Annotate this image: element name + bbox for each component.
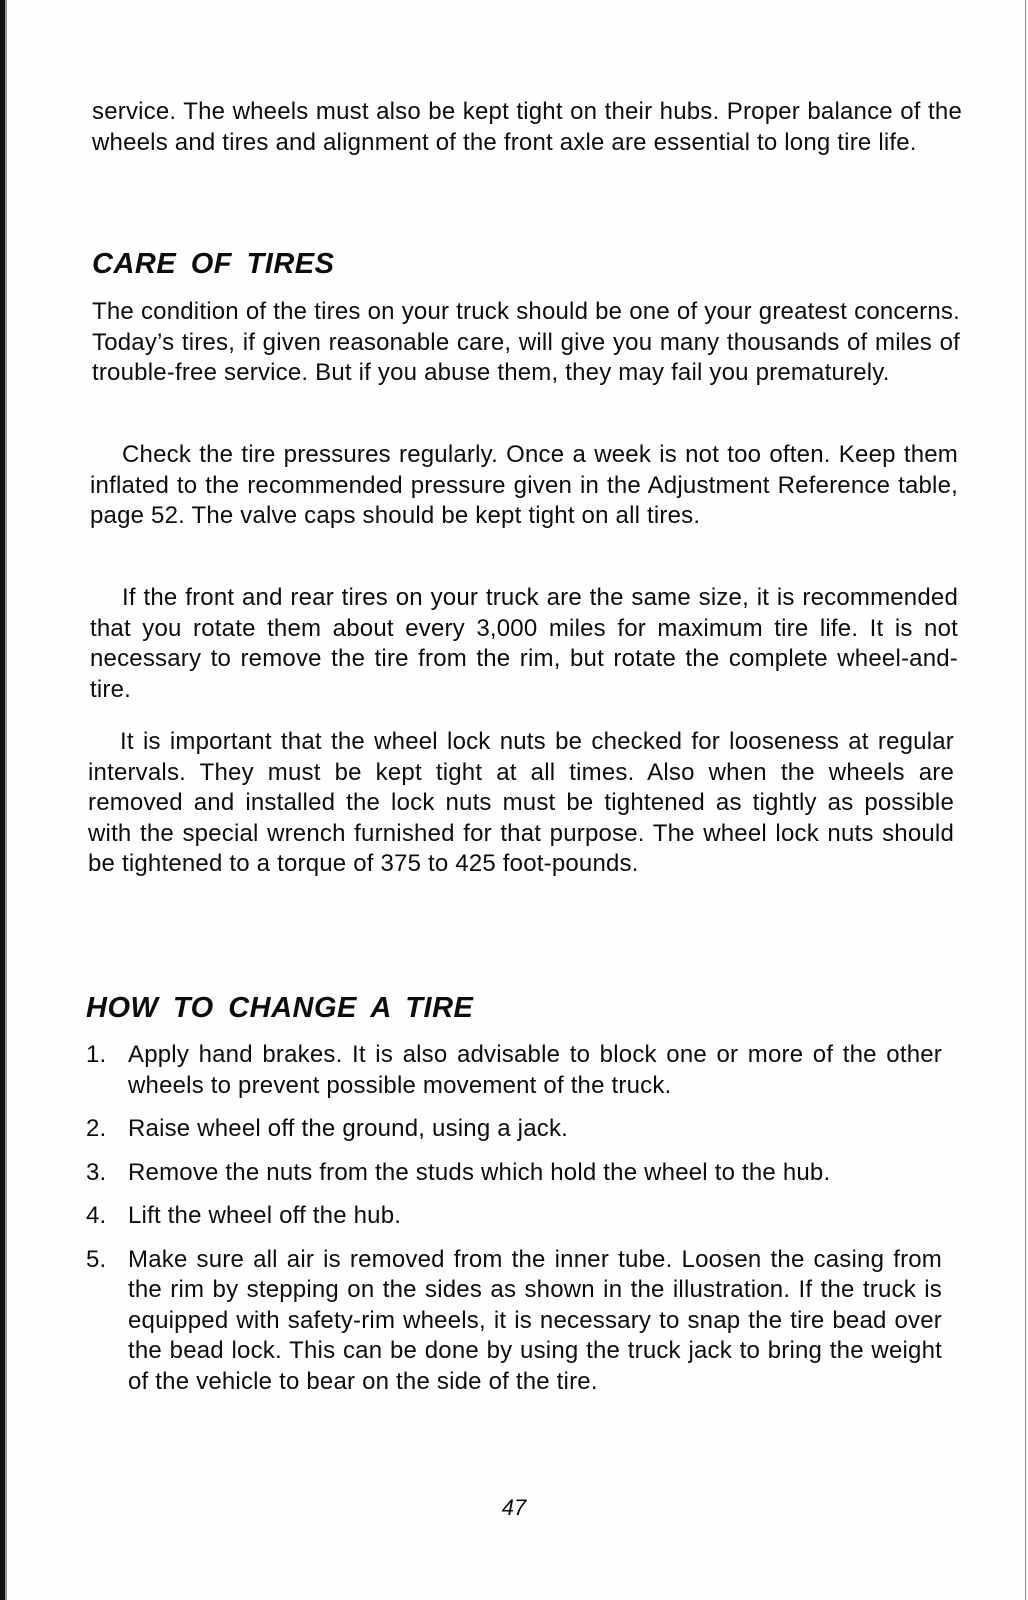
step-number: 5. — [86, 1245, 107, 1273]
care-paragraph-1: The condition of the tires on your truck should be one of your greatest concerns. Today’s tires, if given reasonable care, will give you many thousands of miles of trouble-free service. But if you abuse them, they may fail you prematurely. — [92, 298, 960, 386]
step-number: 1. — [86, 1041, 107, 1068]
section-heading-care-of-tires: CARE OF TIRES — [92, 248, 335, 280]
care-paragraph-2: Check the tire pressures regularly. Once a week is not too often. Keep them inflated to the recommended pressure given in the Adjustment Reference table, page 52. The valve caps should be kept tight on all tires. — [90, 441, 958, 529]
section-heading-how-to-change-a-tire: HOW TO CHANGE A TIRE — [86, 992, 474, 1024]
page-edge-right — [1025, 0, 1026, 1600]
step-item — [86, 1158, 942, 1189]
care-paragraph-3: If the front and rear tires on your truck are the same size, it is recommended that you rotate them about every 3,000 miles for maximum tire life. It is not necessary to remove the tire from the rim, but rotate the complete wheel-and-tire. — [90, 584, 958, 703]
step-number: 4. — [86, 1202, 107, 1229]
step-item — [86, 1245, 942, 1398]
step-number: 3. — [86, 1158, 107, 1186]
step-item — [86, 1201, 942, 1232]
care-paragraph-4: It is important that the wheel lock nuts be checked for looseness at regular intervals. They must be kept tight at all times. Also when the wheels are removed and installed the lock nuts must be tightened as tightly as possible with the special wrench furnished for that purpose. The wheel lock nuts should be tightened to a torque of 375 to 425 foot-pounds. — [88, 728, 954, 877]
step-text: Remove the nuts from the studs which hold the wheel to the hub. — [128, 1158, 831, 1186]
step-text: Raise wheel off the ground, using a jack. — [128, 1115, 569, 1142]
step-text: Make sure all air is removed from the inner tube. Loosen the casing from the rim by stepping on the sides as shown in the illustration. If the truck is equipped with safety-rim wheels, it is necessary to snap the tire bead over the bead lock. This can be done by using the truck jack to bring the weight of the vehicle to bear on the side of the tire. — [128, 1245, 942, 1395]
intro-paragraph: service. The wheels must also be kept tight on their hubs. Proper balance of the wheels and tires and alignment of the front axle are essential to long tire life. — [92, 98, 962, 156]
tire-change-steps — [86, 1040, 942, 1397]
step-item — [86, 1040, 942, 1101]
step-text: Apply hand brakes. It is also advisable to block one or more of the other wheels to prevent possible movement of the truck. — [128, 1041, 942, 1099]
page-edge-shadow — [5, 0, 7, 1600]
step-item — [86, 1114, 942, 1145]
page-number: 47 — [501, 1495, 527, 1520]
step-number: 2. — [86, 1115, 107, 1142]
step-text: Lift the wheel off the hub. — [128, 1202, 402, 1229]
